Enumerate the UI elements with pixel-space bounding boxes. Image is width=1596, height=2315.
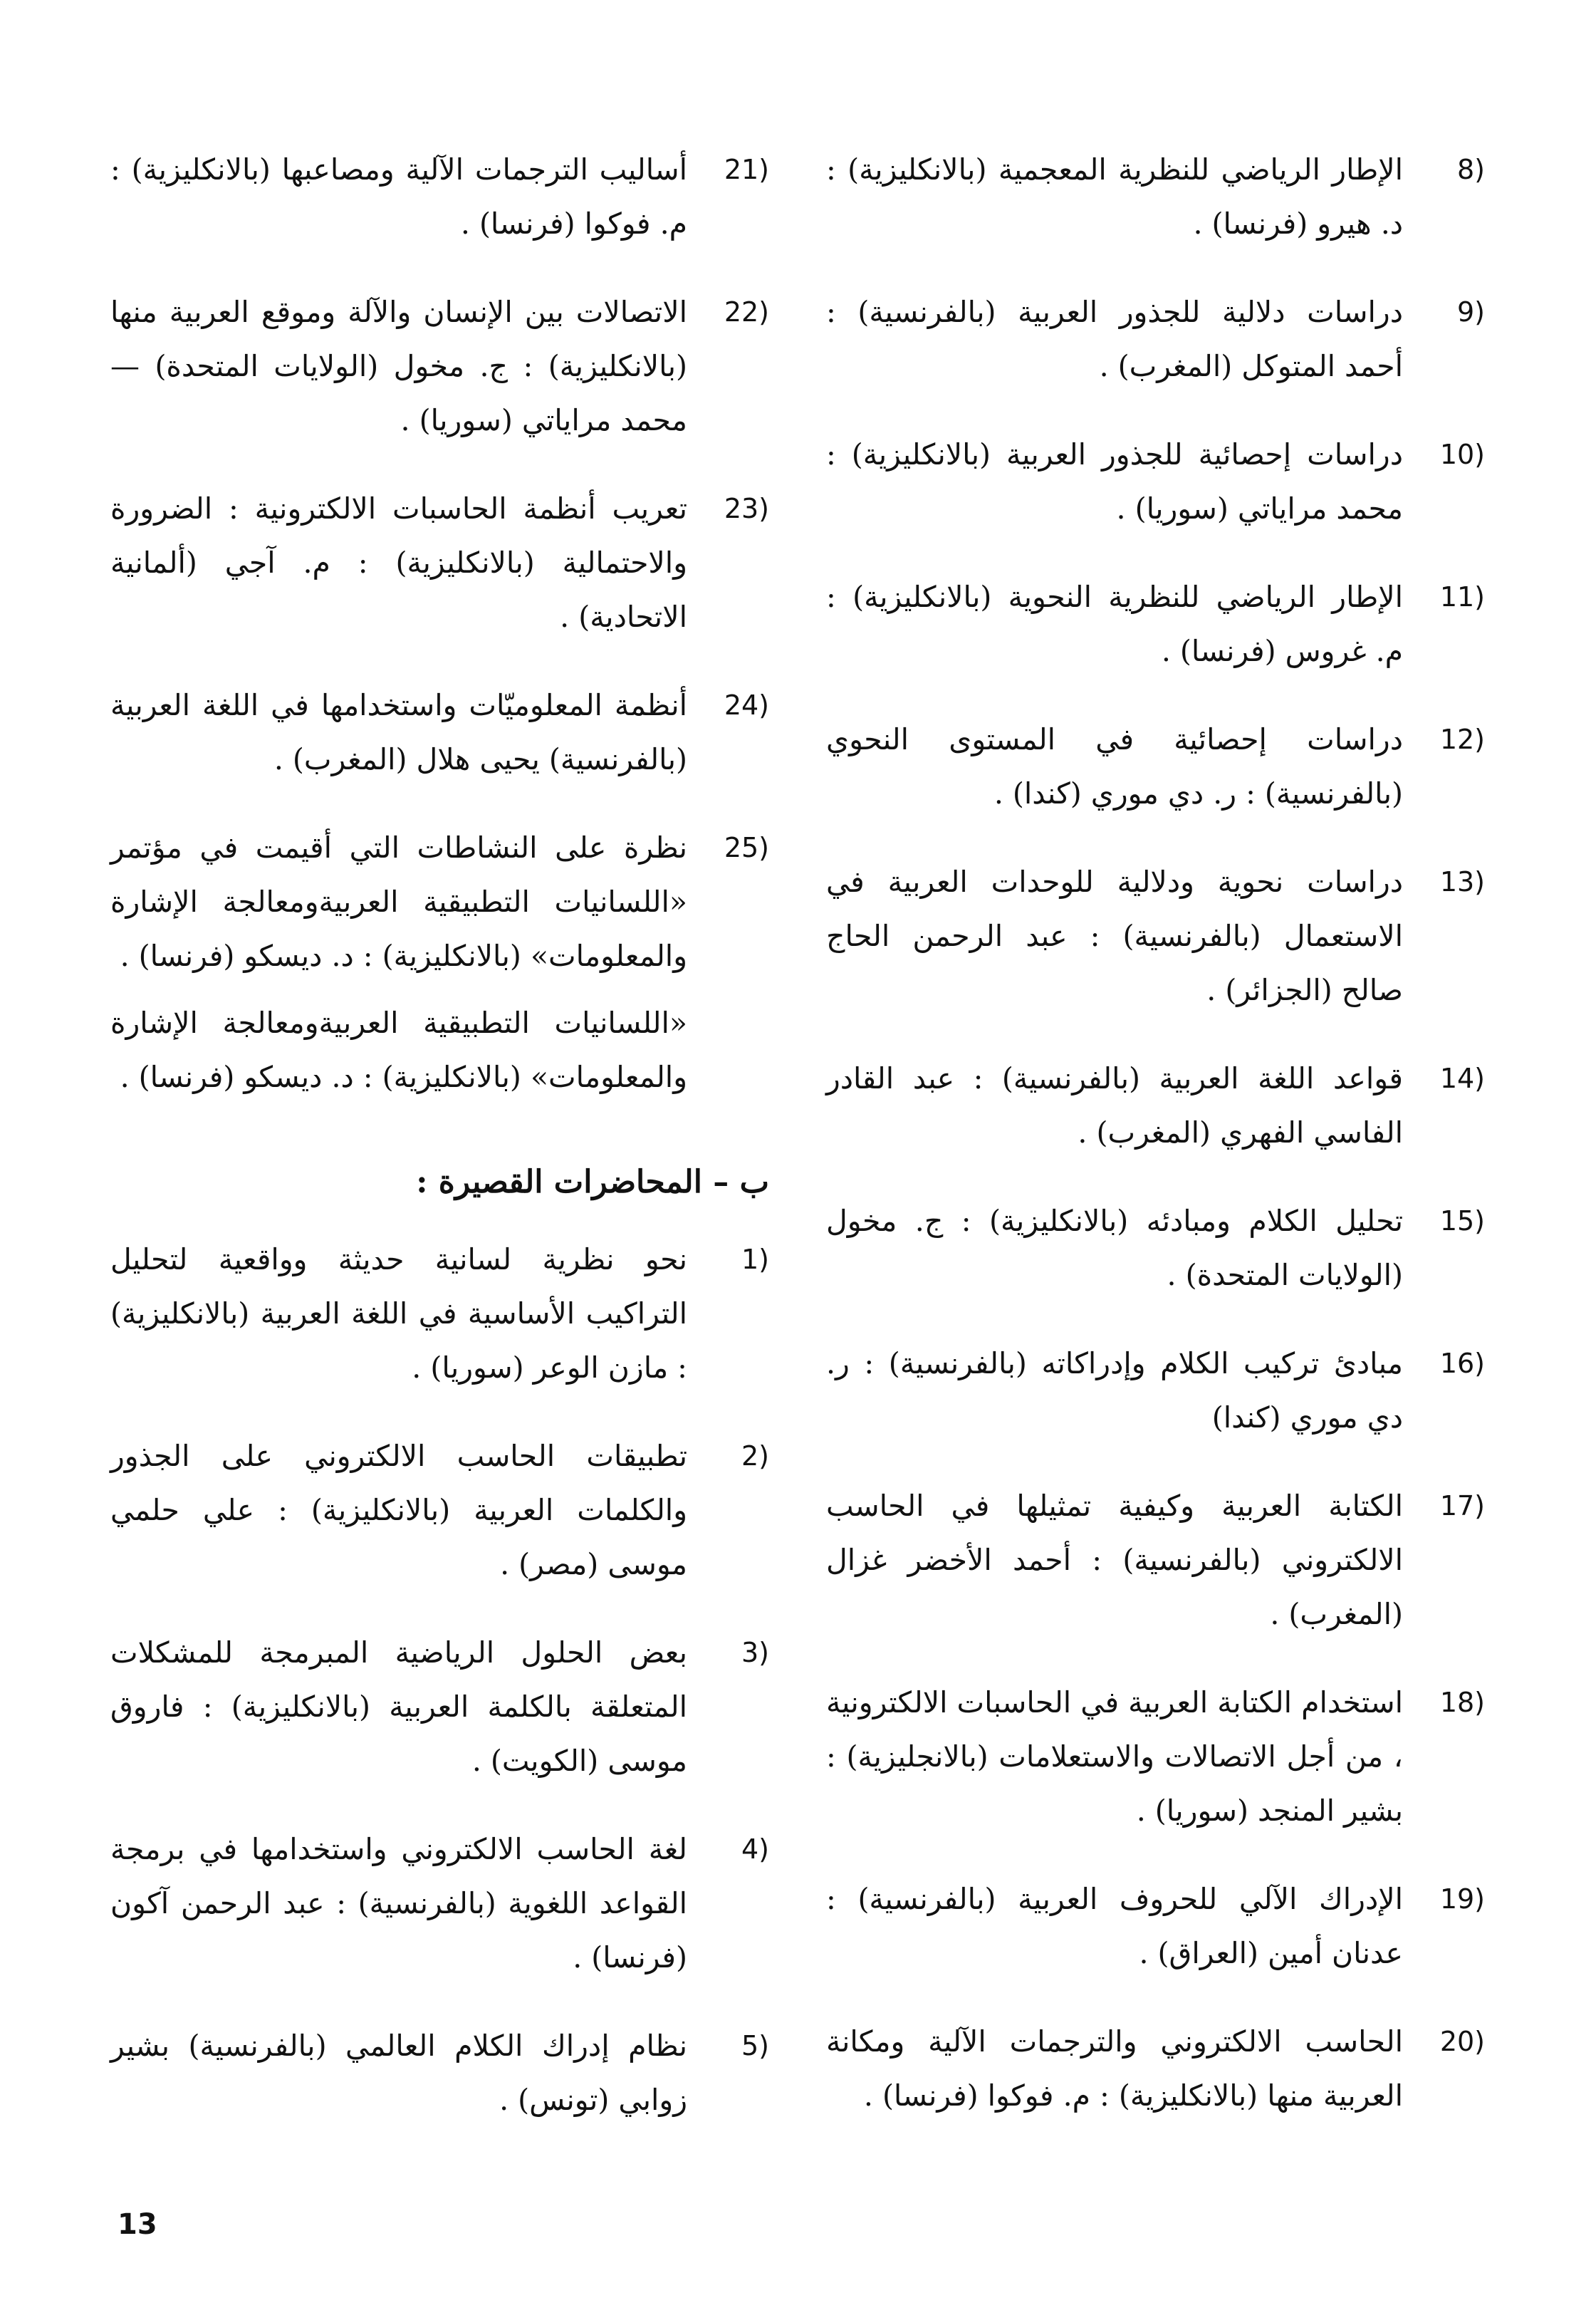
item-text: الإدراك الآلي للحروف العربية (بالفرنسية) : عدنان أمين (العراق) . (826, 1882, 1403, 1970)
item-text: قواعد اللغة العربية (بالفرنسية) : عبد القادر الفاسي الفهري (المغرب) . (826, 1061, 1403, 1150)
list-item (110, 1429, 769, 1591)
list-item (110, 2019, 769, 2127)
list-item (826, 285, 1485, 393)
item-number: 8) (1456, 154, 1485, 185)
item-text: دراسات دلالية للجذور العربية (بالفرنسية) : أحمد المتوكل (المغرب) . (826, 295, 1403, 383)
item-number: 16) (1439, 1348, 1485, 1379)
list-item (110, 1232, 769, 1395)
item-text: دراسات إحصائية في المستوى النحوي (بالفرنسية) : ر. دي موري (كندا) . (826, 722, 1403, 811)
item-number: 11) (1439, 581, 1485, 613)
list-item (826, 1194, 1485, 1302)
list-item (826, 1675, 1485, 1838)
item-number: 12) (1439, 724, 1485, 755)
item-number: 14) (1439, 1063, 1485, 1094)
list-item (826, 1479, 1485, 1641)
right-column (826, 142, 1485, 2157)
item-text: دراسات إحصائية للجذور العربية (بالانكليزية) : محمد مراياتي (سوريا) . (826, 437, 1403, 526)
list-item (110, 1822, 769, 1984)
item-text: مبادئ تركيب الكلام وإدراكاته (بالفرنسية) : ر. دي موري (كندا) (826, 1346, 1403, 1435)
item-number: 21) (724, 154, 769, 185)
item-number: 4) (741, 1833, 769, 1865)
item-text: الإطار الرياضي للنظرية المعجمية (بالانكليزية) : د. هيرو (فرنسا) . (826, 152, 1403, 241)
item-number: 9) (1456, 296, 1485, 328)
item-number: 23) (724, 493, 769, 524)
list-item (826, 427, 1485, 536)
item-text: تطبيقات الحاسب الالكتروني على الجذور والكلمات العربية (بالانكليزية) : علي حلمي موسى (مصر) . (110, 1439, 687, 1581)
item-text: نظرة على النشاطات التي أقيمت في مؤتمر «اللسانيات التطبيقية العربيةومعالجة الإشارة والمعلومات» (بالانكليزية) : د. ديسكو (فرنسا) . (110, 831, 687, 973)
item-number: 13) (1439, 866, 1485, 898)
list-item (110, 482, 769, 644)
item-text: الإطار الرياضي للنظرية النحوية (بالانكليزية) : م. غروس (فرنسا) . (826, 580, 1403, 668)
item-text: تحليل الكلام ومبادئه (بالانكليزية) : ج. مخول (الولايات المتحدة) . (826, 1204, 1403, 1292)
item-number: 10) (1439, 439, 1485, 470)
list-item (110, 1625, 769, 1788)
list-item (826, 1872, 1485, 1980)
item-number: 1) (741, 1244, 769, 1275)
list-item (826, 712, 1485, 821)
item-text: أنظمة المعلوميّات واستخدامها في اللغة العربية (بالفرنسية) يحيى هلال (المغرب) . (110, 688, 687, 776)
list-item (110, 821, 769, 983)
item-number: 3) (741, 1637, 769, 1668)
item-number: 22) (724, 296, 769, 328)
item-text: دراسات نحوية ودلالية للوحدات العربية في الاستعمال (بالفرنسية) : عبد الرحمن الحاج صالح (الجزائر) . (826, 865, 1403, 1007)
item-number: 5) (741, 2030, 769, 2061)
section-heading: ب – المحاضرات القصيرة : (416, 1164, 769, 1200)
item-text: نحو نظرية لسانية حديثة وواقعية لتحليل التراكيب الأساسية في اللغة العربية (بالانكليزية) : مازن الوعر (سوريا) . (110, 1242, 687, 1385)
item-number: 20) (1439, 2026, 1485, 2057)
item-text: أساليب الترجمات الآلية ومصاعبها (بالانكليزية) : م. فوكوا (فرنسا) . (110, 152, 687, 241)
item-text: بعض الحلول الرياضية المبرمجة للمشكلات المتعلقة بالكلمة العربية (بالانكليزية) : فاروق موسى (الكويت) . (110, 1635, 687, 1778)
list-item (826, 1336, 1485, 1445)
list-item (826, 570, 1485, 678)
item-number: 2) (741, 1440, 769, 1472)
left-column (110, 142, 769, 2161)
list-item (110, 285, 769, 447)
item-text: الكتابة العربية وكيفية تمثيلها في الحاسب الالكتروني (بالفرنسية) : أحمد الأخضر غزال (المغرب) . (826, 1489, 1403, 1631)
item-number: 17) (1439, 1490, 1485, 1521)
page-number: 13 (118, 2208, 157, 2241)
item-text: الحاسب الالكتروني والترجمات الآلية ومكانة العربية منها (بالانكليزية) : م. فوكوا (فرنسا) . (826, 2024, 1403, 2113)
item-text: تعريب أنظمة الحاسبات الالكترونية : الضرورة والاحتمالية (بالانكليزية) : م. آجي (ألمانية الاتحادية) . (110, 491, 687, 634)
item-number: 24) (724, 690, 769, 721)
list-item (826, 855, 1485, 1017)
list-item (826, 1051, 1485, 1160)
item-number: 19) (1439, 1883, 1485, 1915)
item-number: 25) (724, 832, 769, 863)
item-continuation: «اللسانيات التطبيقية العربيةومعالجة الإشارة والمعلومات» (بالانكليزية) : د. ديسكو (فرنسا) . (110, 1006, 687, 1094)
list-item (826, 142, 1485, 251)
item-number: 18) (1439, 1687, 1485, 1718)
item-text: نظام إدراك الكلام العالمي (بالفرنسية) بشير زوابي (تونس) . (110, 2029, 687, 2117)
item-text: الاتصالات بين الإنسان والآلة وموقع العربية منها (بالانكليزية) : ج. مخول (الولايات المتحدة) — محمد مراياتي (سوريا) . (110, 295, 687, 437)
item-text: استخدام الكتابة العربية في الحاسبات الالكترونية ، من أجل الاتصالات والاستعلامات (بالانجليزية) : بشير المنجد (سوريا) . (826, 1685, 1403, 1828)
item-number: 15) (1439, 1205, 1485, 1237)
list-item (110, 678, 769, 786)
list-item (110, 142, 769, 251)
item-text: لغة الحاسب الالكتروني واستخدامها في برمجة القواعد اللغوية (بالفرنسية) : عبد الرحمن آكون (فرنسا) . (110, 1832, 687, 1975)
list-item (826, 2014, 1485, 2123)
